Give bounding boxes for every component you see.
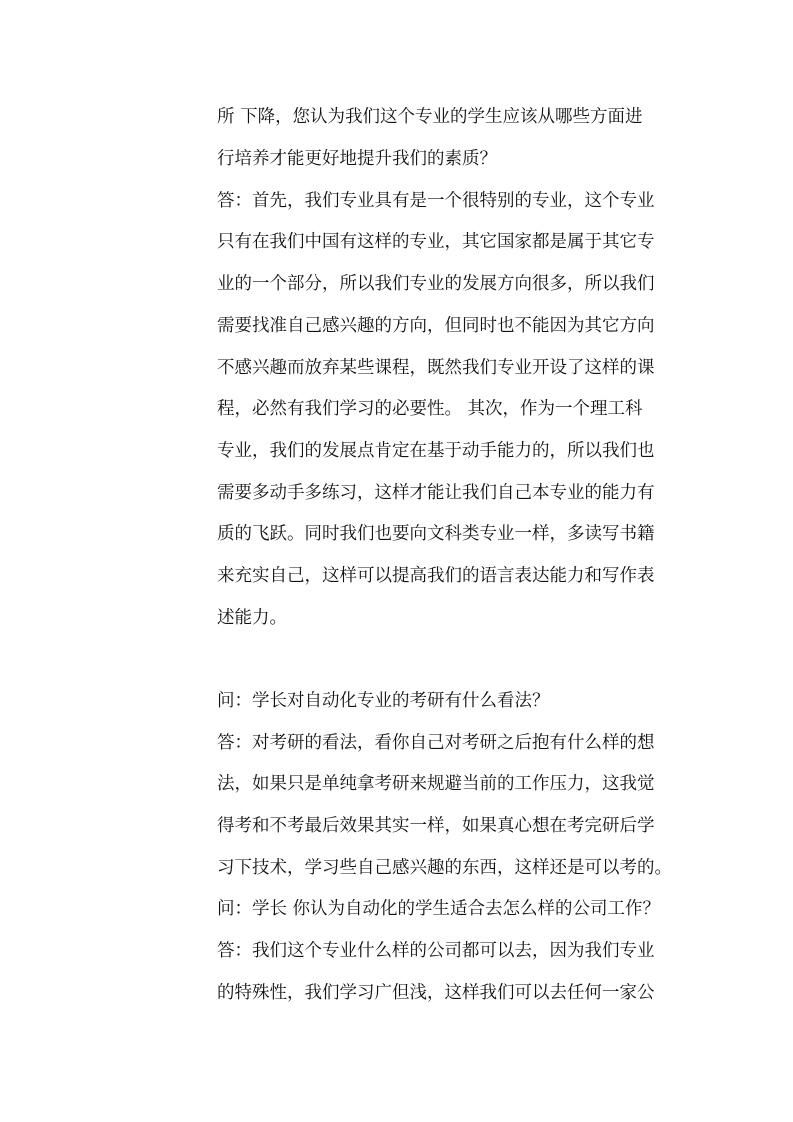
text-line: 需要多动手多练习，这样才能让我们自己本专业的能力有 <box>217 483 655 503</box>
text-line: 述能力。 <box>217 608 287 628</box>
text-line: 行培养才能更好地提升我们的素质？ <box>217 149 497 169</box>
text-line: 质的飞跃。同时我们也要向文科类专业一样，多读写书籍 <box>217 524 655 544</box>
question-line: 问：学长 你认为自动化的学生适合去怎么样的公司工作？ <box>217 899 661 919</box>
text-line: 不感兴趣而放弃某些课程，既然我们专业开设了这样的课 <box>217 358 655 378</box>
text-line: 来充实自己，这样可以提高我们的语言表达能力和写作表 <box>217 566 655 586</box>
text-line: 答：我们这个专业什么样的公司都可以去，因为我们专业 <box>217 941 655 961</box>
text-line: 业的一个部分，所以我们专业的发展方向很多，所以我们 <box>217 274 655 294</box>
text-line: 专业，我们的发展点肯定在基于动手能力的，所以我们也 <box>217 441 655 461</box>
text-line: 答：对考研的看法，看你自己对考研之后抱有什么样的想 <box>217 733 655 753</box>
text-line: 答：首先，我们专业具有是一个很特别的专业，这个专业 <box>217 191 655 211</box>
text-line: 习下技术，学习些自己感兴趣的东西，这样还是可以考的。 <box>217 858 672 878</box>
text-line: 得考和不考最后效果其实一样，如果真心想在考完研后学 <box>217 816 655 836</box>
text-line: 需要找准自己感兴趣的方向，但同时也不能因为其它方向 <box>217 316 655 336</box>
text-line: 程，必然有我们学习的必要性。 其次，作为一个理工科 <box>217 399 643 419</box>
text-line: 只有在我们中国有这样的专业，其它国家都是属于其它专 <box>217 232 655 252</box>
text-line: 的特殊性，我们学习广但浅，这样我们可以去任何一家公 <box>217 983 655 1003</box>
text-line: 所 下降，您认为我们这个专业的学生应该从哪些方面进 <box>217 107 643 127</box>
question-line: 问：学长对自动化专业的考研有什么看法？ <box>217 691 550 711</box>
text-line: 法，如果只是单纯拿考研来规避当前的工作压力，这我觉 <box>217 774 655 794</box>
